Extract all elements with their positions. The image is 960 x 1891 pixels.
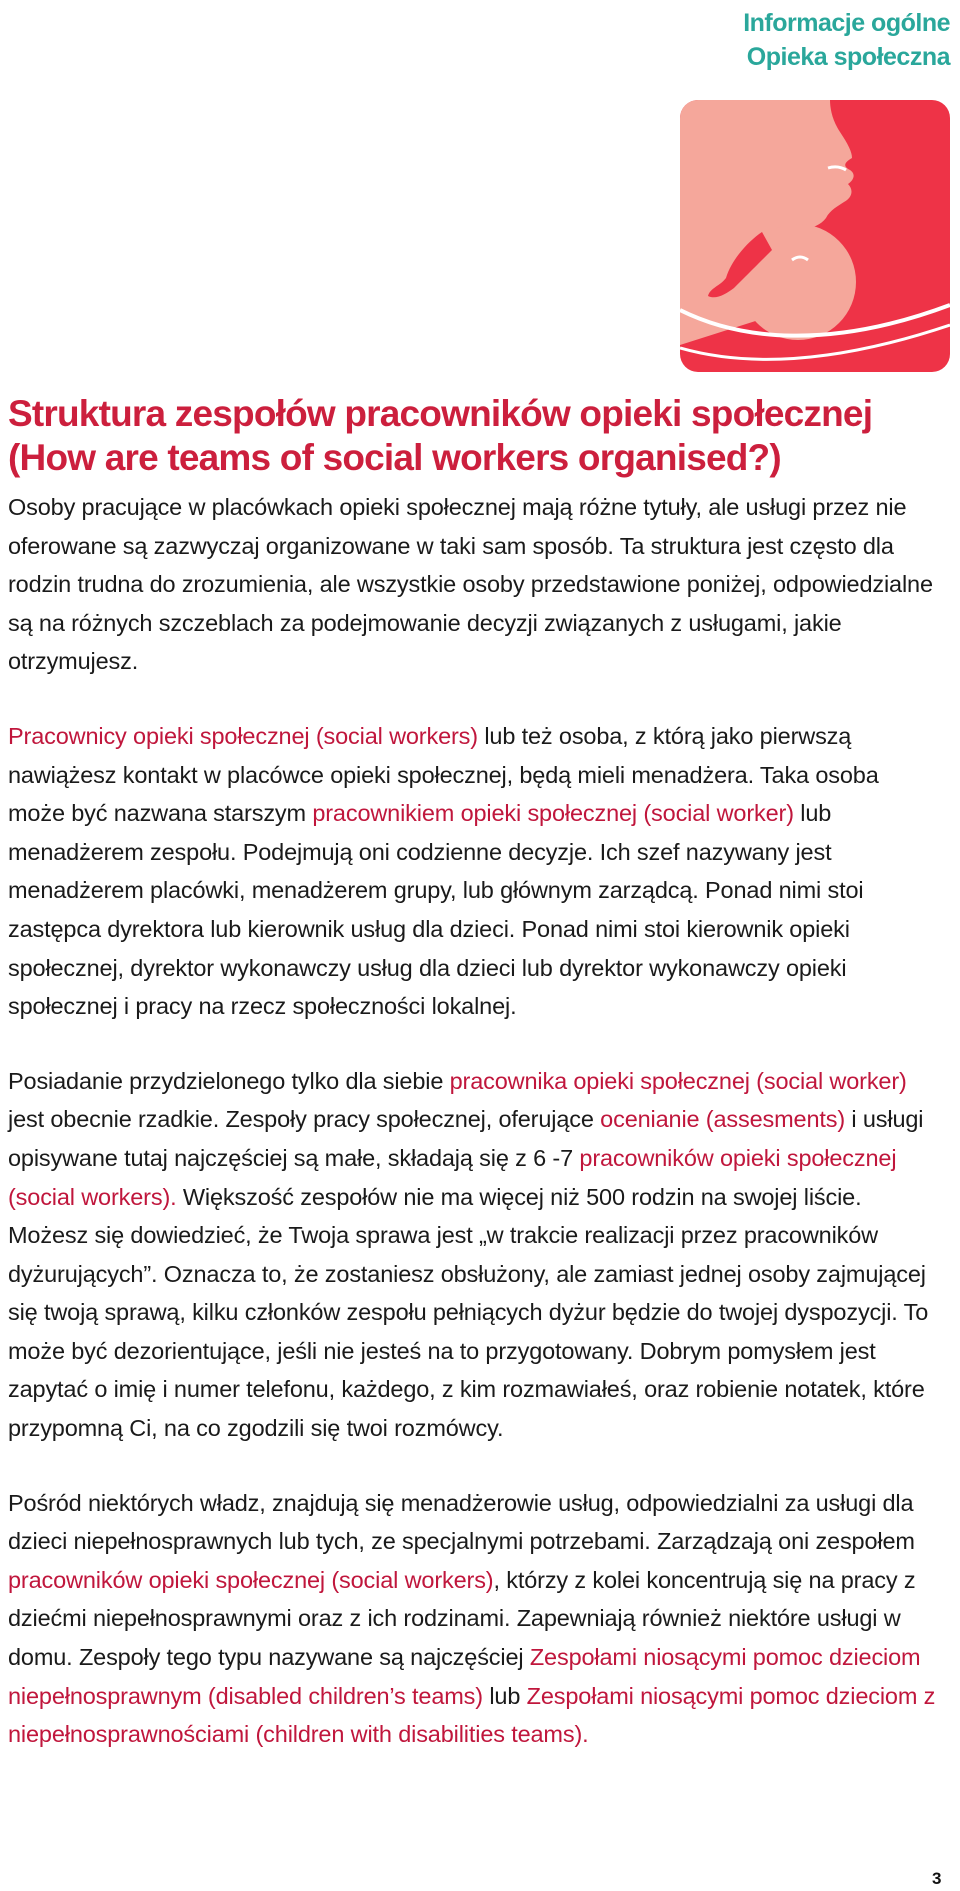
highlighted-term: Pracownicy opieki społecznej (social workers) xyxy=(8,722,478,749)
paragraph-text: lub też osoba, z którą jako pierwszą nawiążesz kontakt w placówce opieki społecznej, będą mieli menadżera. Taka osoba może być nazwana starszym xyxy=(8,722,879,827)
title-line-1: Struktura zespołów pracowników opieki społecznej xyxy=(8,393,873,434)
paragraph-text: lub menadżerem zespołu. Podejmują oni codzienne decyzje. Ich szef nazywany jest menadżerem placówki, menadżerem grupy, lub głównym zarządcą. Ponad nimi stoi zastępca dyrektora lub kierownik usług dla dzieci. Ponad nimi stoi kierownik opieki społecznej, dyrektor wykonawczy usług dla dzieci lub dyrektor wykonawczy opieki społecznej i pracy na rzecz społeczności lokalnej. xyxy=(8,800,864,1020)
paragraph-text: Pośród niektórych władz, znajdują się menadżerowie usług, odpowiedzialni za usługi dla dzieci niepełnosprawnych lub tych, ze specjalnymi potrzebami. Zarządzają oni zespołem xyxy=(8,1489,915,1555)
body-content xyxy=(8,488,938,1790)
page-title xyxy=(8,392,938,480)
paragraph-text: Osoby pracujące w placówkach opieki społecznej mają różne tytuły, ale usługi przez nie oferowane są zazwyczaj organizowane w taki sam sposób. Ta struktura jest często dla rodzin trudna do zrozumienia, ale wszystkie osoby przedstawione poniżej, odpowiedzialne są na różnych szczeblach za podejmowanie decyzji związanych z usługami, jakie otrzymujesz. xyxy=(8,494,933,675)
paragraph-text: , którzy z kolei koncentrują się na pracy z dziećmi niepełnosprawnymi oraz z ich rodzinami. Zapewniają również niektóre usługi w domu. Zespoły tego typu nazywane są najczęściej xyxy=(8,1566,916,1671)
paragraph-4 xyxy=(8,1484,938,1754)
paragraph-text: lub xyxy=(482,1682,527,1709)
header-line-2: Opieka społeczna xyxy=(746,43,950,71)
paragraph-text: Posiadanie przydzielonego tylko dla siebie xyxy=(8,1067,450,1094)
title-line-2: (How are teams of social workers organised?) xyxy=(8,437,781,478)
highlighted-term: pracowników opieki społecznej (social workers). xyxy=(8,1144,897,1210)
header-line-1: Informacje ogólne xyxy=(743,9,950,37)
paragraph-text: i usługi opisywane tutaj najczęściej są małe, składają się z 6 -7 xyxy=(8,1106,924,1171)
highlighted-term: pracownikiem opieki społecznej (social worker) xyxy=(312,800,794,827)
highlighted-term: ocenianie (assesments) xyxy=(600,1106,846,1133)
page-number: 3 xyxy=(932,1869,942,1888)
paragraph-2 xyxy=(8,717,938,1026)
highlighted-term: Zespołami niosącymi pomoc dzieciom z niepełnosprawnościami (children with disabilities teams). xyxy=(8,1682,936,1748)
mother-and-child-logo-icon xyxy=(680,100,950,372)
section-header xyxy=(743,6,950,74)
paragraph-3 xyxy=(8,1062,938,1448)
highlighted-term: pracownika opieki społecznej (social worker) xyxy=(449,1067,907,1094)
paragraph-text: Większość zespołów nie ma więcej niż 500 rodzin na swojej liście. Możesz się dowiedzieć, że Twoja sprawa jest „w trakcie realizacji przez pracowników dyżurujących”. Oznacza to, że zostaniesz obsłużony, ale zamiast jednej osoby zajmującej się twoją sprawą, kilku członków zespołu pełniących dyżur będzie do twojej dyspozycji. To może być dezorientujące, jeśli nie jesteś na to przygotowany. Dobrym pomysłem jest zapytać o imię i numer telefonu, każdego, z kim rozmawiałeś, oraz robienie notatek, które przypomną Ci, na co zgodzili się twoi rozmówcy. xyxy=(8,1183,929,1442)
paragraph-1 xyxy=(8,488,938,681)
paragraph-text: jest obecnie rzadkie. Zespoły pracy społecznej, oferujące xyxy=(8,1106,601,1133)
highlighted-term: pracowników opieki społecznej (social workers) xyxy=(8,1566,494,1593)
highlighted-term: Zespołami niosącymi pomoc dzieciom niepełnosprawnym (disabled children’s teams) xyxy=(8,1644,921,1709)
